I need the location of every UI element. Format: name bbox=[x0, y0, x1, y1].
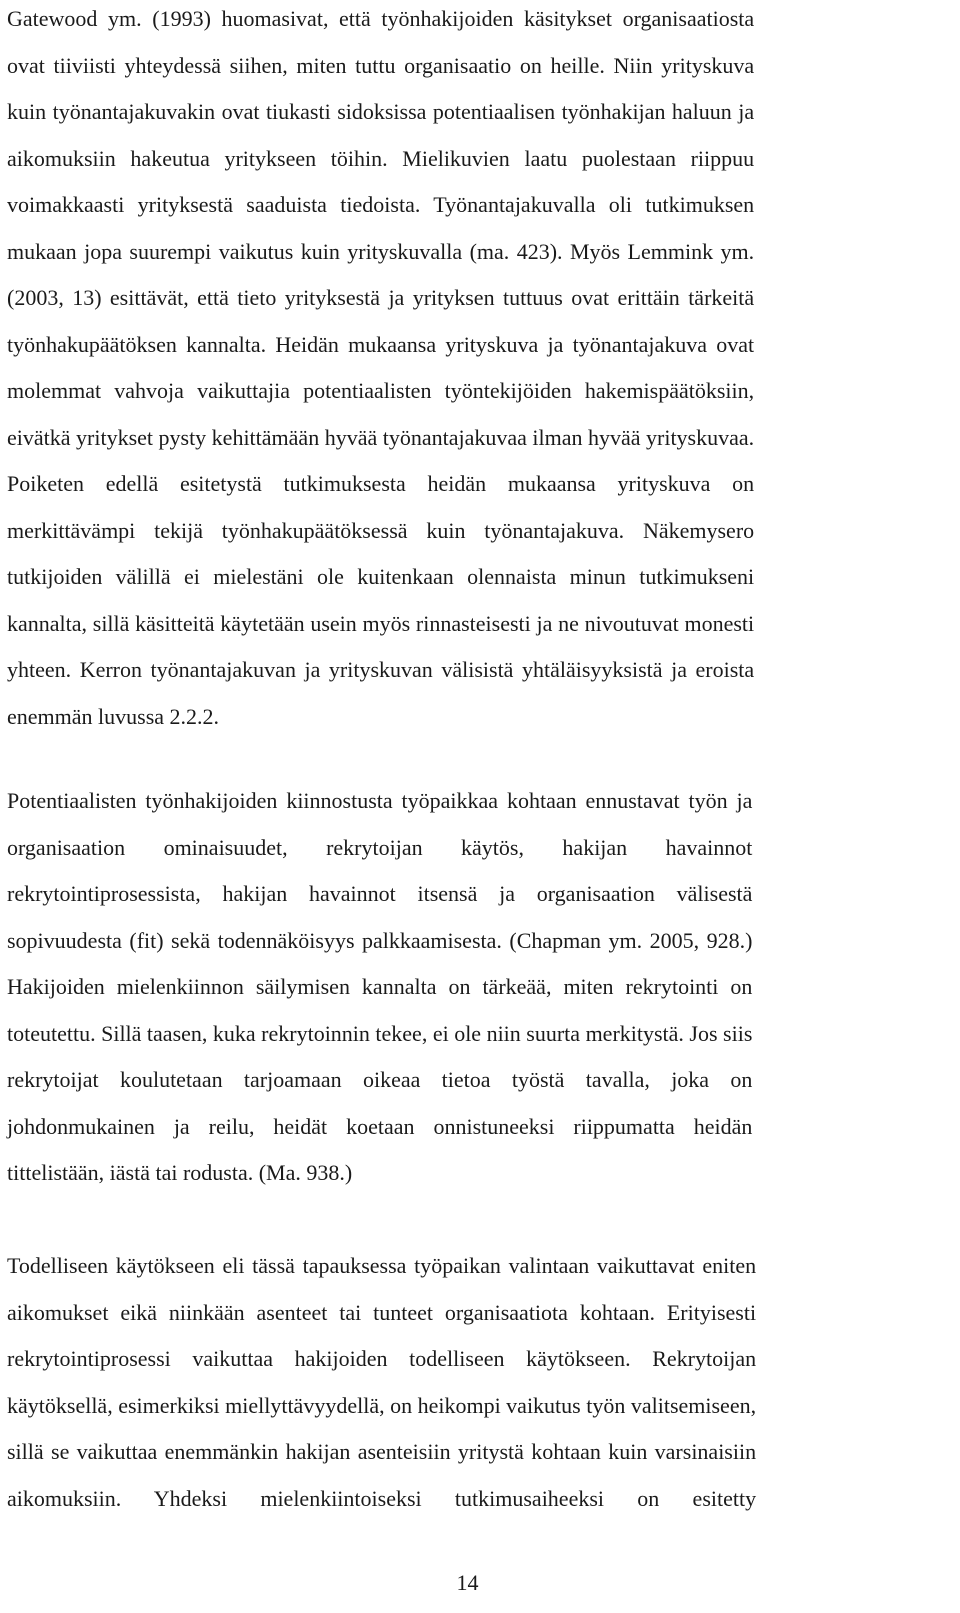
paragraph-1 bbox=[7, 0, 754, 740]
text-line: Poiketen edellä esitetystä tutkimuksesta heidän mukaansa yrityskuva on bbox=[7, 471, 755, 496]
text-line: tutkijoiden välillä ei mielestäni ole kuitenkaan olennaista minun tutkimukseni bbox=[7, 564, 755, 589]
text-line: Gatewood ym. (1993) huomasivat, että työnhakijoiden käsitykset organisaatiosta bbox=[7, 6, 755, 31]
text-line: Hakijoiden mielenkiinnon säilymisen kannalta on tärkeää, miten rekrytointi on bbox=[7, 974, 753, 999]
text-line: ovat tiiviisti yhteydessä siihen, miten tuttu organisaatio on heille. Niin yrityskuva bbox=[7, 52, 755, 78]
text-line: sillä se vaikuttaa enemmänkin hakijan asenteisiin yritystä kohtaan kuin varsinaisiin bbox=[7, 1439, 757, 1464]
text-line: sopivuudesta (fit) sekä todennäköisyys palkkaamisesta. (Chapman ym. 2005, 928.) bbox=[7, 927, 753, 953]
text-line: tittelistään, iästä tai rodusta. (Ma. 938.) bbox=[7, 1160, 353, 1185]
text-line: käytöksellä, esimerkiksi miellyttävyydellä, on heikompi vaikutus työn valitsemiseen, bbox=[7, 1392, 757, 1418]
text-line: aikomuksiin. Yhdeksi mielenkiintoiseksi tutkimusaiheeksi on esitetty bbox=[7, 1485, 757, 1511]
text-line: (2003, 13) esittävät, että tieto yrityksestä ja yrityksen tuttuus ovat erittäin tärkeitä bbox=[7, 285, 755, 310]
text-line: Todelliseen käytökseen eli tässä tapauksessa työpaikan valintaan vaikuttavat eniten bbox=[7, 1253, 757, 1278]
text-line: organisaation ominaisuudet, rekrytoijan käytös, hakijan havainnot bbox=[7, 834, 753, 860]
text-line: työnhakupäätöksen kannalta. Heidän mukaansa yrityskuva ja työnantajakuva ovat bbox=[7, 331, 755, 357]
text-line: kannalta, sillä käsitteitä käytetään usein myös rinnasteisesti ja ne nivoutuvat monesti bbox=[7, 610, 755, 636]
text-line: toteutettu. Sillä taasen, kuka rekrytoinnin tekee, ei ole niin suurta merkitystä. Jos siis bbox=[7, 1020, 753, 1046]
text-line: eivätkä yritykset pysty kehittämään hyvää työnantajakuvaa ilman hyvää yrityskuvaa. bbox=[7, 424, 755, 450]
text-line: mukaan jopa suurempi vaikutus kuin yrityskuvalla (ma. 423). Myös Lemmink ym. bbox=[7, 238, 755, 264]
text-line: merkittävämpi tekijä työnhakupäätöksessä kuin työnantajakuva. Näkemysero bbox=[7, 517, 755, 543]
text-line: voimakkaasti yrityksestä saaduista tiedoista. Työnantajakuvalla oli tutkimuksen bbox=[7, 192, 755, 217]
text-line: enemmän luvussa 2.2.2. bbox=[7, 703, 220, 729]
paragraph-3 bbox=[7, 1243, 756, 1522]
text-line: johdonmukainen ja reilu, heidät koetaan onnistuneeksi riippumatta heidän bbox=[7, 1113, 753, 1139]
text-line: rekrytointiprosessi vaikuttaa hakijoiden todelliseen käytökseen. Rekrytoijan bbox=[7, 1346, 757, 1371]
text-line: aikomukset eikä niinkään asenteet tai tunteet organisaatiota kohtaan. Erityisesti bbox=[7, 1299, 757, 1325]
text-line: aikomuksiin hakeutua yritykseen töihin. Mielikuvien laatu puolestaan riippuu bbox=[7, 145, 755, 171]
page-number: 14 bbox=[456, 1570, 479, 1595]
text-line: kuin työnantajakuvakin ovat tiukasti sidoksissa potentiaalisen työnhakijan haluun ja bbox=[7, 99, 755, 124]
text-line: rekrytointiprosessista, hakijan havainnot itsensä ja organisaation välisestä bbox=[7, 881, 753, 906]
paragraph-2 bbox=[7, 778, 752, 1197]
text-line: molemmat vahvoja vaikuttajia potentiaalisten työntekijöiden hakemispäätöksiin, bbox=[7, 378, 755, 403]
text-line: yhteen. Kerron työnantajakuvan ja yrityskuvan välisistä yhtäläisyyksistä ja eroista bbox=[7, 657, 755, 682]
text-line: Potentiaalisten työnhakijoiden kiinnostusta työpaikkaa kohtaan ennustavat työn ja bbox=[7, 788, 753, 813]
text-line: rekrytoijat koulutetaan tarjoamaan oikeaa tietoa työstä tavalla, joka on bbox=[7, 1067, 753, 1092]
